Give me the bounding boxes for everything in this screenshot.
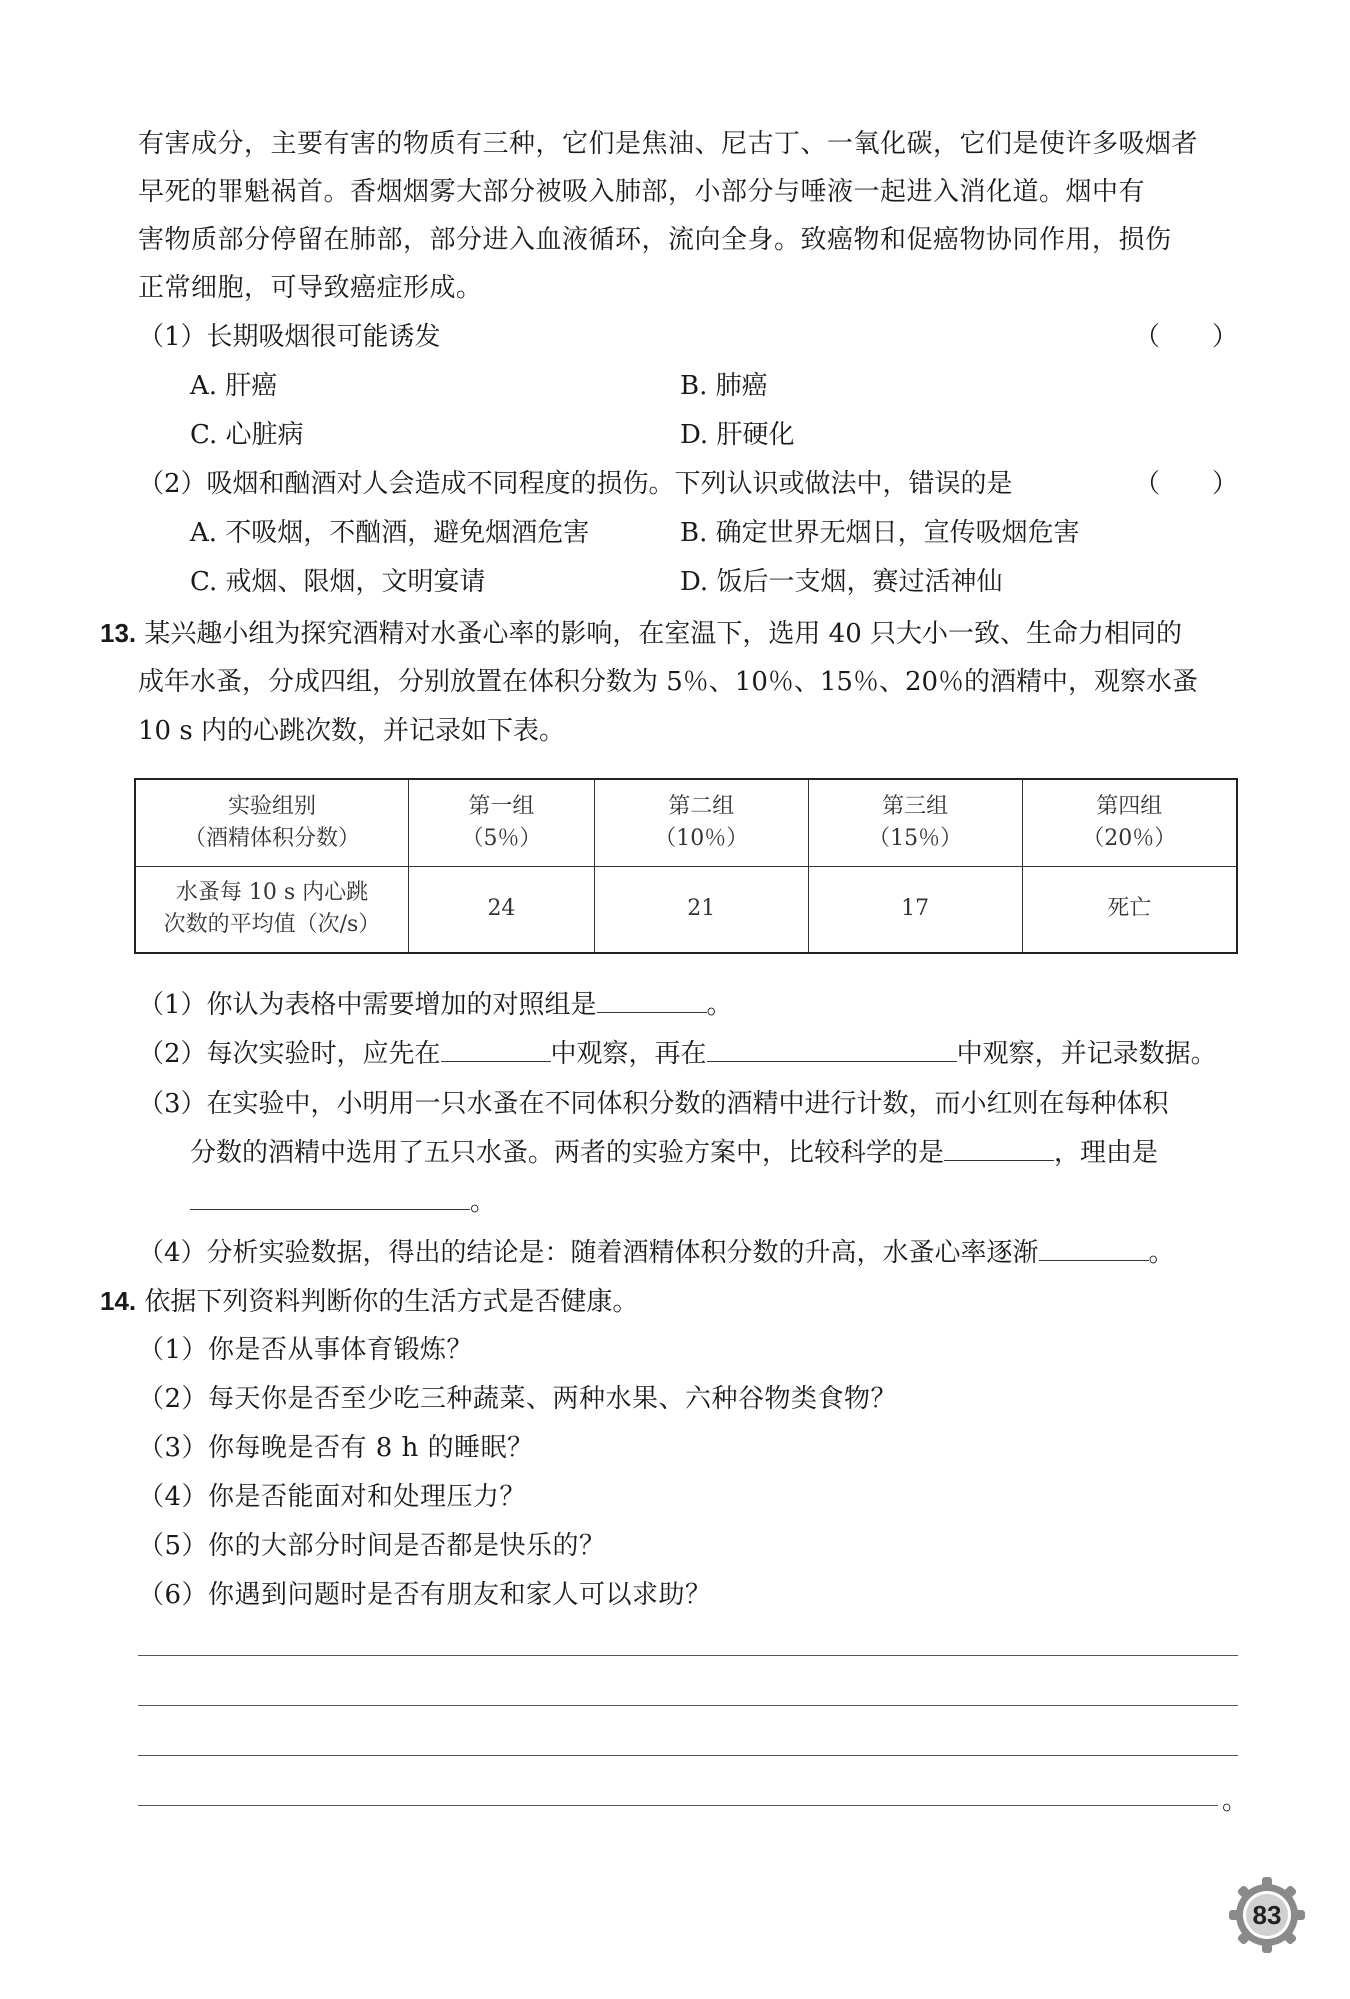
- q13-sub3-line-3: [190, 1183, 1240, 1221]
- end-punctuation: 。: [1222, 1786, 1249, 1816]
- intro-line-4: 正常细胞，可导致癌症形成。: [138, 273, 483, 303]
- answer-blank[interactable]: [944, 1160, 1054, 1161]
- q14-item-4: （4）你是否能面对和处理压力？: [138, 1482, 527, 1512]
- row-label-line: 次数的平均值（次/s）: [163, 912, 381, 938]
- table-row: [135, 866, 1237, 953]
- experiment-table: [134, 778, 1238, 954]
- q14-item-6: （6）你遇到问题时是否有朋友和家人可以求助？: [138, 1580, 712, 1610]
- row-label-line: 水蚤每 10 s 内心跳: [175, 880, 369, 906]
- page-number-badge: [1228, 1876, 1306, 1954]
- q13-stem-line-2: 成年水蚤，分成四组，分别放置在体积分数为 5％、10％、15％、20％的酒精中，观察水蚤: [138, 667, 1199, 697]
- option-c[interactable]: C. 戒烟、限烟，文明宴请: [190, 567, 486, 597]
- q13-sub3-text: 分数的酒精中选用了五只水蚤。两者的实验方案中，比较科学的是: [190, 1138, 945, 1168]
- option-b[interactable]: B. 确定世界无烟日，宣传吸烟危害: [680, 518, 1080, 548]
- header-sublabel: （15％）: [868, 825, 963, 851]
- q14-item-2: （2）每天你是否至少吃三种蔬菜、两种水果、六种谷物类食物？: [138, 1384, 898, 1414]
- punctuation: 。: [470, 1187, 497, 1217]
- q12-sub1-answer-paren[interactable]: （ ）: [1133, 322, 1238, 352]
- punctuation: 。: [1148, 1238, 1175, 1268]
- q13-sub2: [138, 1035, 1238, 1073]
- table-cell: 24: [409, 866, 595, 953]
- q13-stem-line-1: [100, 614, 1240, 653]
- table-header-cell: [1022, 779, 1237, 866]
- option-d[interactable]: D. 饭后一支烟，赛过活神仙: [680, 567, 1003, 597]
- q13-sub3-line-2: [190, 1134, 1240, 1172]
- answer-blank[interactable]: [597, 1012, 707, 1013]
- header-label: 第四组: [1096, 793, 1163, 819]
- table-header-cell: [594, 779, 808, 866]
- answer-blank[interactable]: [190, 1209, 470, 1210]
- q14-item-5: （5）你的大部分时间是否都是快乐的？: [138, 1531, 606, 1561]
- q13-sub4-text: （4）分析实验数据，得出的结论是：随着酒精体积分数的升高，水蚤心率逐渐: [138, 1238, 1039, 1268]
- table-cell: 21: [594, 866, 808, 953]
- q13-sub1-text: （1）你认为表格中需要增加的对照组是: [138, 990, 597, 1020]
- header-label: 第三组: [882, 793, 949, 819]
- q12-sub2-text: （2）吸烟和酗酒对人会造成不同程度的损伤。下列认识或做法中，错误的是: [138, 469, 1013, 499]
- header-sublabel: （20％）: [1082, 825, 1177, 851]
- q14-stem: [100, 1282, 1240, 1321]
- punctuation: 。: [706, 990, 733, 1020]
- q13-sub1: [138, 986, 1238, 1024]
- header-sublabel: （5％）: [461, 825, 542, 851]
- q13-sub3-line-1: （3）在实验中，小明用一只水蚤在不同体积分数的酒精中进行计数，而小红则在每种体积: [138, 1089, 1169, 1119]
- header-sublabel: （10％）: [654, 825, 749, 851]
- table-row-label: [135, 866, 409, 953]
- q13-sub2-text-b: 中观察，再在: [550, 1039, 707, 1069]
- option-a[interactable]: A. 肝癌: [190, 371, 278, 401]
- q13-stem-line-3: 10 s 内的心跳次数，并记录如下表。: [138, 716, 565, 746]
- q12-sub1-stem: [138, 318, 1238, 356]
- answer-blank[interactable]: [1039, 1260, 1149, 1261]
- intro-line-3: 害物质部分停留在肺部，部分进入血液循环，流向全身。致癌物和促癌物协同作用，损伤: [138, 225, 1172, 255]
- header-label: 实验组别: [227, 793, 316, 819]
- q14-stem-text: 依据下列资料判断你的生活方式是否健康。: [144, 1287, 639, 1317]
- answer-line[interactable]: [138, 1705, 1238, 1706]
- option-a[interactable]: A. 不吸烟，不酗酒，避免烟酒危害: [190, 518, 590, 548]
- option-d[interactable]: D. 肝硬化: [680, 420, 795, 450]
- q12-sub2-stem: [138, 465, 1238, 503]
- intro-line-2: 早死的罪魁祸首。香烟烟雾大部分被吸入肺部，小部分与唾液一起进入消化道。烟中有: [138, 177, 1146, 207]
- q13-sub3-text-reason: ，理由是: [1054, 1138, 1159, 1168]
- q13-sub2-text-a: （2）每次实验时，应先在: [138, 1039, 441, 1069]
- table-header-row: [135, 779, 1237, 866]
- table-header-cell: [409, 779, 595, 866]
- answer-blank[interactable]: [441, 1061, 551, 1062]
- option-c[interactable]: C. 心脏病: [190, 420, 304, 450]
- q12-sub1-text: （1）长期吸烟很可能诱发: [138, 322, 441, 352]
- q12-sub2-answer-paren[interactable]: （ ）: [1133, 469, 1238, 499]
- table-header-cell: [808, 779, 1022, 866]
- question-number: 14.: [100, 1286, 137, 1316]
- intro-line-1: 有害成分，主要有害的物质有三种，它们是焦油、尼古丁、一氧化碳，它们是使许多吸烟者: [138, 129, 1199, 159]
- header-label: 第二组: [668, 793, 735, 819]
- header-sublabel: （酒精体积分数）: [183, 825, 360, 851]
- table-cell: 17: [808, 866, 1022, 953]
- q13-stem-text-1: 某兴趣小组为探究酒精对水蚤心率的影响，在室温下，选用 40 只大小一致、生命力相同的: [144, 619, 1183, 649]
- table-cell: 死亡: [1022, 866, 1237, 953]
- answer-line[interactable]: [138, 1655, 1238, 1656]
- page-number: 83: [1252, 1900, 1282, 1930]
- header-label: 第一组: [468, 793, 535, 819]
- q13-sub4: [138, 1234, 1238, 1272]
- question-number: 13.: [100, 618, 137, 648]
- table-header-cell: [135, 779, 409, 866]
- q14-item-1: （1）你是否从事体育锻炼？: [138, 1335, 474, 1365]
- option-b[interactable]: B. 肺癌: [680, 371, 768, 401]
- q14-item-3: （3）你每晚是否有 8 h 的睡眠？: [138, 1433, 534, 1463]
- answer-line[interactable]: [138, 1805, 1218, 1806]
- answer-line[interactable]: [138, 1755, 1238, 1756]
- answer-blank[interactable]: [707, 1061, 957, 1062]
- q13-sub2-text-c: 中观察，并记录数据。: [956, 1039, 1217, 1069]
